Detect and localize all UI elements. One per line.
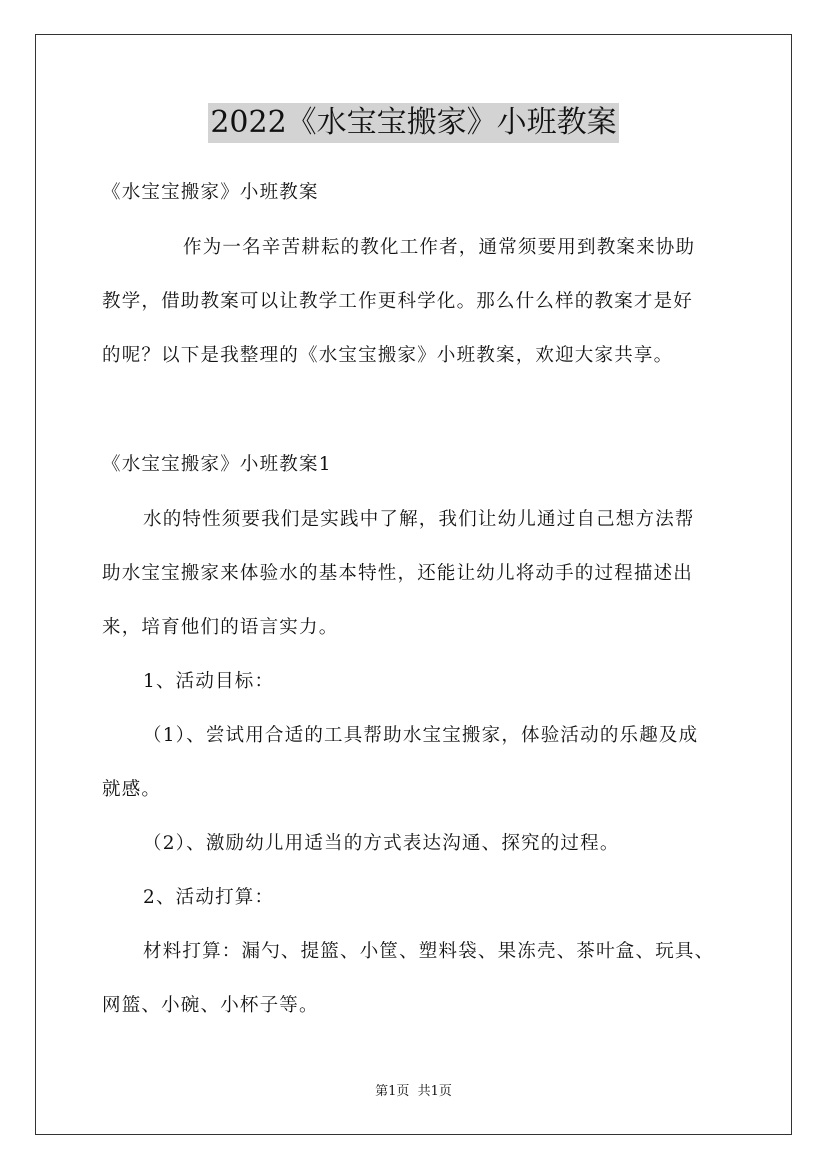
materials-line-1: 材料打算：漏勺、提篮、小筐、塑料袋、果冻壳、茶叶盒、玩具、 (143, 941, 715, 962)
title-wrap (0, 103, 827, 143)
subtitle-line: 《水宝宝搬家》小班教案 (102, 182, 319, 203)
materials-line-2: 网篮、小碗、小杯子等。 (102, 995, 319, 1016)
body-line-3: 来，培育他们的语言实力。 (102, 617, 339, 638)
document-title: 2022《水宝宝搬家》小班教案 (208, 103, 618, 143)
body-line-1: 水的特性须要我们是实践中了解，我们让幼儿通过自己想方法帮 (143, 509, 695, 530)
goals-heading: 1、活动目标： (143, 671, 275, 692)
body-line-2: 助水宝宝搬家来体验水的基本特性，还能让幼儿将动手的过程描述出 (102, 563, 694, 584)
page-footer: 第1页 共1页 (375, 1084, 452, 1099)
intro-line-3: 的呢？以下是我整理的《水宝宝搬家》小班教案，欢迎大家共享。 (102, 345, 674, 366)
prep-heading: 2、活动打算： (143, 887, 275, 908)
section-heading: 《水宝宝搬家》小班教案1 (102, 454, 332, 475)
intro-line-1: 作为一名辛苦耕耘的教化工作者，通常须要用到教案来协助 (183, 237, 696, 258)
goal-2-line: （2）、激励幼儿用适当的方式表达沟通、探究的过程。 (143, 833, 620, 854)
intro-line-2: 教学，借助教案可以让教学工作更科学化。那么什么样的教案才是好 (102, 291, 694, 312)
goal-1-line-2: 就感。 (102, 779, 162, 800)
goal-1-line-1: （1）、尝试用合适的工具帮助水宝宝搬家，体验活动的乐趣及成 (143, 725, 699, 746)
